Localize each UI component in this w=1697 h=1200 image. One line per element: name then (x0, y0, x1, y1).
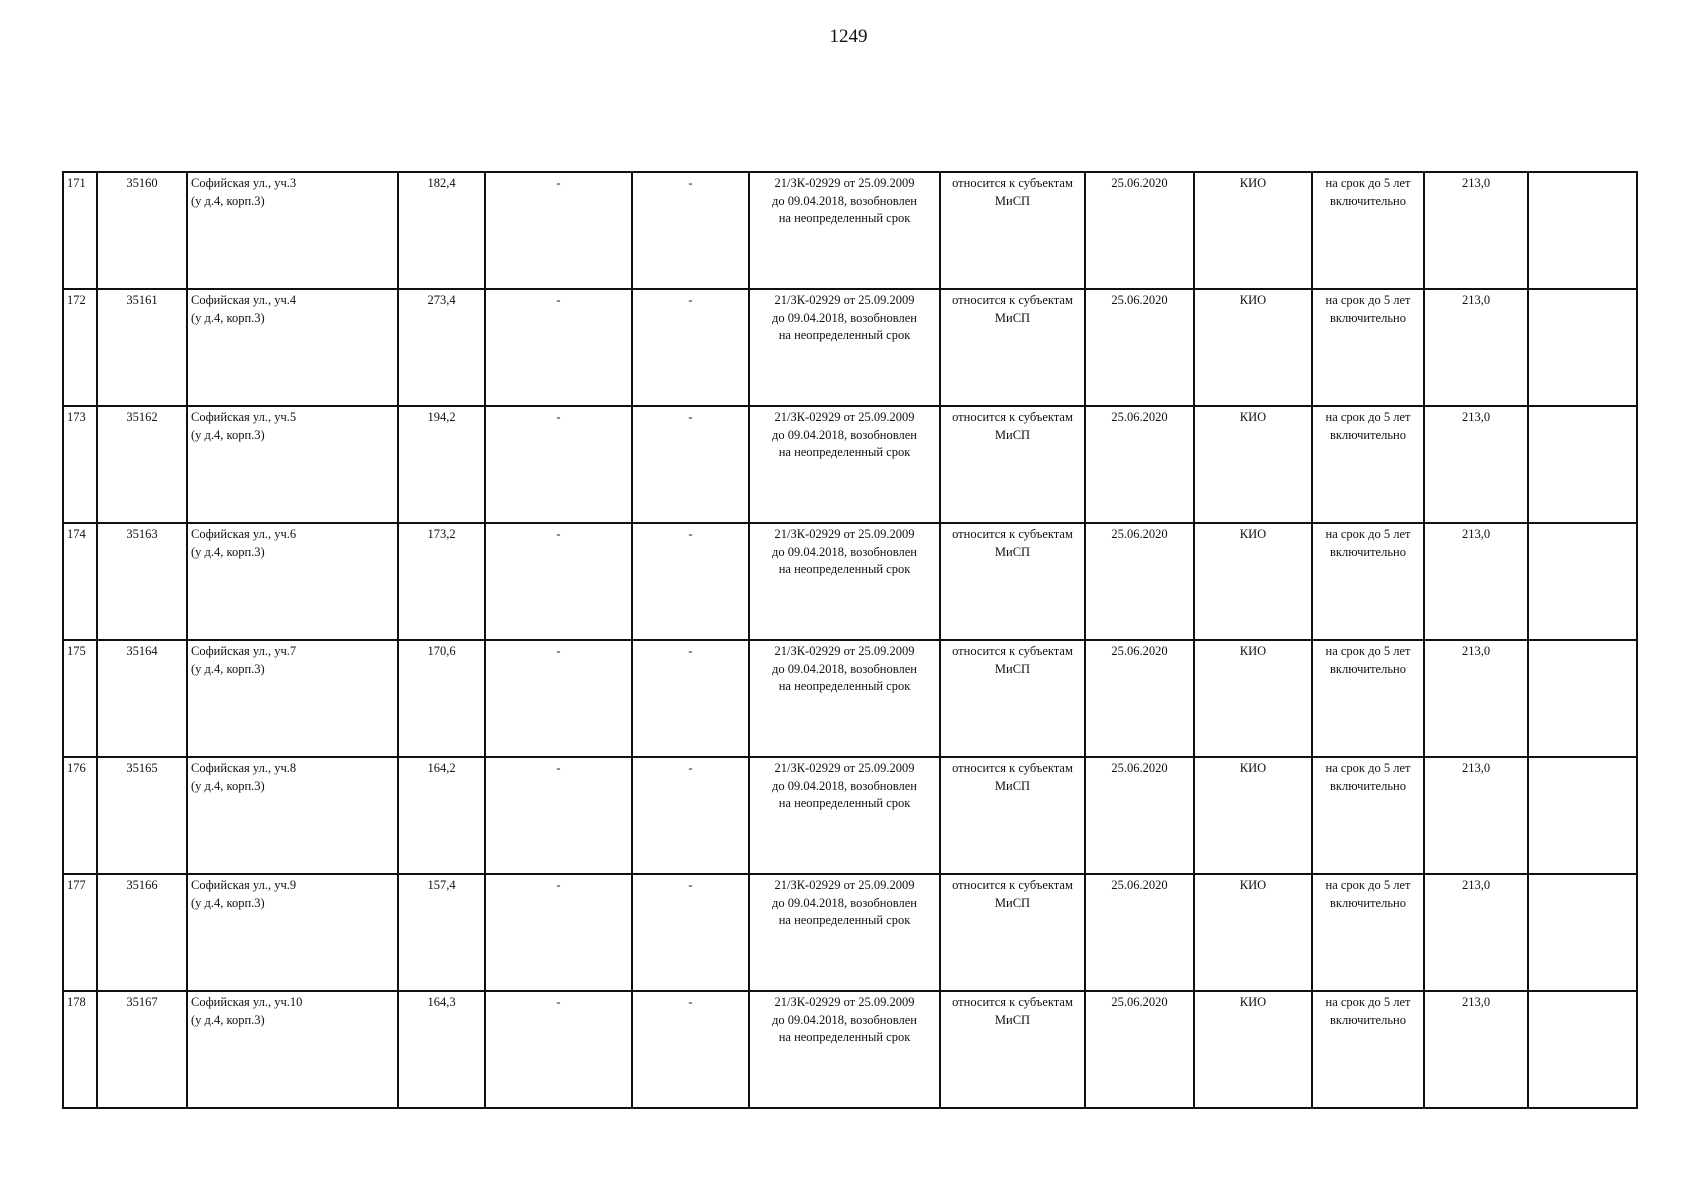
col6-cell (632, 991, 749, 1108)
contract-term: до 09.04.2018, возобновлен (772, 310, 917, 325)
extra-cell (1528, 289, 1637, 406)
status-category: МиСП (994, 193, 1031, 208)
col5-value: - (556, 644, 561, 658)
org-cell (1194, 289, 1312, 406)
status-category: МиСП (994, 427, 1031, 442)
term-text: на срок до 5 лет (1325, 527, 1411, 541)
date-cell (1085, 991, 1194, 1108)
col6-cell (632, 289, 749, 406)
contract-renewal: на неопределенный срок (778, 328, 911, 342)
rate-value: 213,0 (1461, 527, 1491, 541)
term-qualifier: включительно (1330, 661, 1406, 676)
status-cell (940, 523, 1085, 640)
status-cell (940, 874, 1085, 991)
status-cell (940, 640, 1085, 757)
org-value: КИО (1239, 878, 1267, 892)
row-number-cell (63, 523, 97, 640)
code-cell (97, 874, 187, 991)
rate-value: 213,0 (1461, 995, 1491, 1009)
date-cell (1085, 757, 1194, 874)
date-value: 25.06.2020 (1111, 293, 1168, 307)
date-value: 25.06.2020 (1111, 527, 1168, 541)
row-number-cell (63, 406, 97, 523)
contract-number: 21/ЗК-02929 от 25.09.2009 (774, 176, 915, 190)
area-value: 273,4 (427, 293, 456, 307)
term-qualifier: включительно (1330, 427, 1406, 442)
col5-value: - (556, 878, 561, 892)
org-value: КИО (1239, 761, 1267, 775)
contract-number: 21/ЗК-02929 от 25.09.2009 (774, 995, 915, 1009)
term-cell (1312, 523, 1424, 640)
col5-cell (485, 289, 632, 406)
contract-renewal: на неопределенный срок (778, 562, 911, 576)
col5-cell (485, 172, 632, 289)
contract-cell (749, 991, 940, 1108)
table-row (63, 406, 1637, 523)
term-cell (1312, 406, 1424, 523)
area-cell (398, 757, 485, 874)
col5-value: - (556, 293, 561, 307)
row-number-cell (63, 757, 97, 874)
area-value: 182,4 (427, 176, 456, 190)
object-code: 35162 (126, 410, 158, 424)
contract-cell (749, 172, 940, 289)
term-qualifier: включительно (1330, 895, 1406, 910)
rate-cell (1424, 757, 1528, 874)
term-cell (1312, 640, 1424, 757)
col5-value: - (556, 527, 561, 541)
org-cell (1194, 640, 1312, 757)
contract-number: 21/ЗК-02929 от 25.09.2009 (774, 644, 915, 658)
term-qualifier: включительно (1330, 193, 1406, 208)
contract-renewal: на неопределенный срок (778, 913, 911, 927)
row-number: 176 (67, 761, 86, 775)
status-text: относится к субъектам (952, 527, 1073, 541)
rate-cell (1424, 523, 1528, 640)
address-cell (187, 640, 398, 757)
object-code: 35160 (126, 176, 158, 190)
row-number: 174 (67, 527, 86, 541)
col6-cell (632, 874, 749, 991)
code-cell (97, 640, 187, 757)
code-cell (97, 406, 187, 523)
date-cell (1085, 640, 1194, 757)
col6-cell (632, 172, 749, 289)
address-landmark: (у д.4, корп.3) (191, 661, 265, 676)
col5-cell (485, 991, 632, 1108)
term-cell (1312, 172, 1424, 289)
contract-number: 21/ЗК-02929 от 25.09.2009 (774, 293, 915, 307)
table-body (63, 172, 1637, 1108)
area-cell (398, 523, 485, 640)
row-number: 178 (67, 995, 86, 1009)
date-cell (1085, 406, 1194, 523)
contract-number: 21/ЗК-02929 от 25.09.2009 (774, 761, 915, 775)
date-value: 25.06.2020 (1111, 878, 1168, 892)
rate-cell (1424, 289, 1528, 406)
address-street: Софийская ул., уч.6 (191, 527, 297, 541)
contract-renewal: на неопределенный срок (778, 445, 911, 459)
org-cell (1194, 991, 1312, 1108)
contract-cell (749, 523, 940, 640)
extra-cell (1528, 991, 1637, 1108)
col5-cell (485, 406, 632, 523)
date-cell (1085, 289, 1194, 406)
col5-cell (485, 757, 632, 874)
object-code: 35164 (126, 644, 158, 658)
object-code: 35163 (126, 527, 158, 541)
table-row (63, 289, 1637, 406)
area-cell (398, 289, 485, 406)
col6-cell (632, 523, 749, 640)
address-street: Софийская ул., уч.5 (191, 410, 297, 424)
status-text: относится к субъектам (952, 644, 1073, 658)
term-cell (1312, 757, 1424, 874)
col6-value: - (688, 644, 693, 658)
org-value: КИО (1239, 995, 1267, 1009)
contract-cell (749, 757, 940, 874)
col5-value: - (556, 761, 561, 775)
col5-value: - (556, 995, 561, 1009)
table-row (63, 757, 1637, 874)
contract-term: до 09.04.2018, возобновлен (772, 895, 917, 910)
term-text: на срок до 5 лет (1325, 293, 1411, 307)
address-street: Софийская ул., уч.4 (191, 293, 297, 307)
area-cell (398, 406, 485, 523)
contract-term: до 09.04.2018, возобновлен (772, 427, 917, 442)
status-category: МиСП (994, 1012, 1031, 1027)
contract-number: 21/ЗК-02929 от 25.09.2009 (774, 410, 915, 424)
status-category: МиСП (994, 895, 1031, 910)
page-number: 1249 (829, 26, 868, 47)
org-cell (1194, 523, 1312, 640)
rate-cell (1424, 640, 1528, 757)
row-number: 175 (67, 644, 86, 658)
address-street: Софийская ул., уч.7 (191, 644, 297, 658)
status-text: относится к субъектам (952, 176, 1073, 190)
rate-value: 213,0 (1461, 644, 1491, 658)
contract-cell (749, 874, 940, 991)
extra-cell (1528, 523, 1637, 640)
contract-renewal: на неопределенный срок (778, 1030, 911, 1044)
date-value: 25.06.2020 (1111, 995, 1168, 1009)
col6-value: - (688, 995, 693, 1009)
area-value: 194,2 (427, 410, 456, 424)
address-landmark: (у д.4, корп.3) (191, 427, 265, 442)
col6-value: - (688, 176, 693, 190)
area-value: 170,6 (427, 644, 456, 658)
contract-renewal: на неопределенный срок (778, 679, 911, 693)
table-row (63, 640, 1637, 757)
rate-cell (1424, 991, 1528, 1108)
address-cell (187, 172, 398, 289)
status-text: относится к субъектам (952, 410, 1073, 424)
col6-cell (632, 640, 749, 757)
status-category: МиСП (994, 310, 1031, 325)
status-cell (940, 757, 1085, 874)
contract-renewal: на неопределенный срок (778, 796, 911, 810)
status-text: относится к субъектам (952, 995, 1073, 1009)
row-number-cell (63, 172, 97, 289)
term-qualifier: включительно (1330, 778, 1406, 793)
contract-term: до 09.04.2018, возобновлен (772, 1012, 917, 1027)
address-cell (187, 874, 398, 991)
col6-value: - (688, 878, 693, 892)
table-row (63, 874, 1637, 991)
status-cell (940, 991, 1085, 1108)
rate-cell (1424, 172, 1528, 289)
rate-value: 213,0 (1461, 410, 1491, 424)
row-number: 173 (67, 410, 86, 424)
status-text: относится к субъектам (952, 761, 1073, 775)
status-category: МиСП (994, 778, 1031, 793)
contract-term: до 09.04.2018, возобновлен (772, 661, 917, 676)
term-text: на срок до 5 лет (1325, 410, 1411, 424)
area-cell (398, 640, 485, 757)
address-cell (187, 406, 398, 523)
col5-cell (485, 523, 632, 640)
row-number: 171 (67, 176, 86, 190)
contract-renewal: на неопределенный срок (778, 211, 911, 225)
contract-cell (749, 406, 940, 523)
date-value: 25.06.2020 (1111, 644, 1168, 658)
address-cell (187, 991, 398, 1108)
address-street: Софийская ул., уч.10 (191, 995, 303, 1009)
term-qualifier: включительно (1330, 544, 1406, 559)
address-landmark: (у д.4, корп.3) (191, 193, 265, 208)
contract-term: до 09.04.2018, возобновлен (772, 544, 917, 559)
term-cell (1312, 874, 1424, 991)
row-number-cell (63, 289, 97, 406)
term-text: на срок до 5 лет (1325, 995, 1411, 1009)
code-cell (97, 289, 187, 406)
status-category: МиСП (994, 544, 1031, 559)
term-text: на срок до 5 лет (1325, 878, 1411, 892)
extra-cell (1528, 874, 1637, 991)
org-cell (1194, 172, 1312, 289)
area-value: 164,2 (427, 761, 456, 775)
term-cell (1312, 289, 1424, 406)
org-cell (1194, 406, 1312, 523)
contract-term: до 09.04.2018, возобновлен (772, 778, 917, 793)
address-landmark: (у д.4, корп.3) (191, 310, 265, 325)
code-cell (97, 991, 187, 1108)
code-cell (97, 757, 187, 874)
table-row (63, 172, 1637, 289)
org-cell (1194, 874, 1312, 991)
org-value: КИО (1239, 293, 1267, 307)
status-cell (940, 172, 1085, 289)
rate-value: 213,0 (1461, 176, 1491, 190)
address-landmark: (у д.4, корп.3) (191, 1012, 265, 1027)
address-cell (187, 523, 398, 640)
row-number-cell (63, 991, 97, 1108)
status-cell (940, 406, 1085, 523)
status-text: относится к субъектам (952, 878, 1073, 892)
address-street: Софийская ул., уч.3 (191, 176, 297, 190)
row-number-cell (63, 640, 97, 757)
status-cell (940, 289, 1085, 406)
status-text: относится к субъектам (952, 293, 1073, 307)
extra-cell (1528, 172, 1637, 289)
rate-cell (1424, 406, 1528, 523)
term-text: на срок до 5 лет (1325, 176, 1411, 190)
date-cell (1085, 874, 1194, 991)
object-code: 35165 (126, 761, 158, 775)
area-value: 164,3 (427, 995, 456, 1009)
rate-value: 213,0 (1461, 761, 1491, 775)
contract-cell (749, 640, 940, 757)
col6-value: - (688, 527, 693, 541)
org-value: КИО (1239, 527, 1267, 541)
date-value: 25.06.2020 (1111, 761, 1168, 775)
contract-term: до 09.04.2018, возобновлен (772, 193, 917, 208)
area-value: 173,2 (427, 527, 456, 541)
date-value: 25.06.2020 (1111, 410, 1168, 424)
object-code: 35161 (126, 293, 158, 307)
row-number: 172 (67, 293, 86, 307)
code-cell (97, 523, 187, 640)
address-landmark: (у д.4, корп.3) (191, 778, 265, 793)
address-cell (187, 289, 398, 406)
rate-value: 213,0 (1461, 293, 1491, 307)
date-cell (1085, 523, 1194, 640)
term-qualifier: включительно (1330, 1012, 1406, 1027)
term-text: на срок до 5 лет (1325, 644, 1411, 658)
address-street: Софийская ул., уч.8 (191, 761, 297, 775)
status-category: МиСП (994, 661, 1031, 676)
table-row (63, 991, 1637, 1108)
area-cell (398, 172, 485, 289)
col5-cell (485, 640, 632, 757)
area-cell (398, 874, 485, 991)
area-cell (398, 991, 485, 1108)
contract-number: 21/ЗК-02929 от 25.09.2009 (774, 527, 915, 541)
org-value: КИО (1239, 176, 1267, 190)
term-qualifier: включительно (1330, 310, 1406, 325)
contract-number: 21/ЗК-02929 от 25.09.2009 (774, 878, 915, 892)
code-cell (97, 172, 187, 289)
row-number-cell (63, 874, 97, 991)
col6-value: - (688, 410, 693, 424)
address-landmark: (у д.4, корп.3) (191, 544, 265, 559)
col5-cell (485, 874, 632, 991)
col6-value: - (688, 761, 693, 775)
area-value: 157,4 (427, 878, 456, 892)
term-cell (1312, 991, 1424, 1108)
contract-cell (749, 289, 940, 406)
col5-value: - (556, 410, 561, 424)
table-row (63, 523, 1637, 640)
address-street: Софийская ул., уч.9 (191, 878, 297, 892)
col6-cell (632, 406, 749, 523)
rate-cell (1424, 874, 1528, 991)
object-code: 35167 (126, 995, 158, 1009)
col5-value: - (556, 176, 561, 190)
term-text: на срок до 5 лет (1325, 761, 1411, 775)
org-value: КИО (1239, 644, 1267, 658)
extra-cell (1528, 406, 1637, 523)
extra-cell (1528, 640, 1637, 757)
rate-value: 213,0 (1461, 878, 1491, 892)
address-landmark: (у д.4, корп.3) (191, 895, 265, 910)
org-value: КИО (1239, 410, 1267, 424)
registry-table (62, 171, 1638, 1109)
col6-cell (632, 757, 749, 874)
org-cell (1194, 757, 1312, 874)
address-cell (187, 757, 398, 874)
row-number: 177 (67, 878, 86, 892)
date-cell (1085, 172, 1194, 289)
object-code: 35166 (126, 878, 158, 892)
date-value: 25.06.2020 (1111, 176, 1168, 190)
col6-value: - (688, 293, 693, 307)
extra-cell (1528, 757, 1637, 874)
